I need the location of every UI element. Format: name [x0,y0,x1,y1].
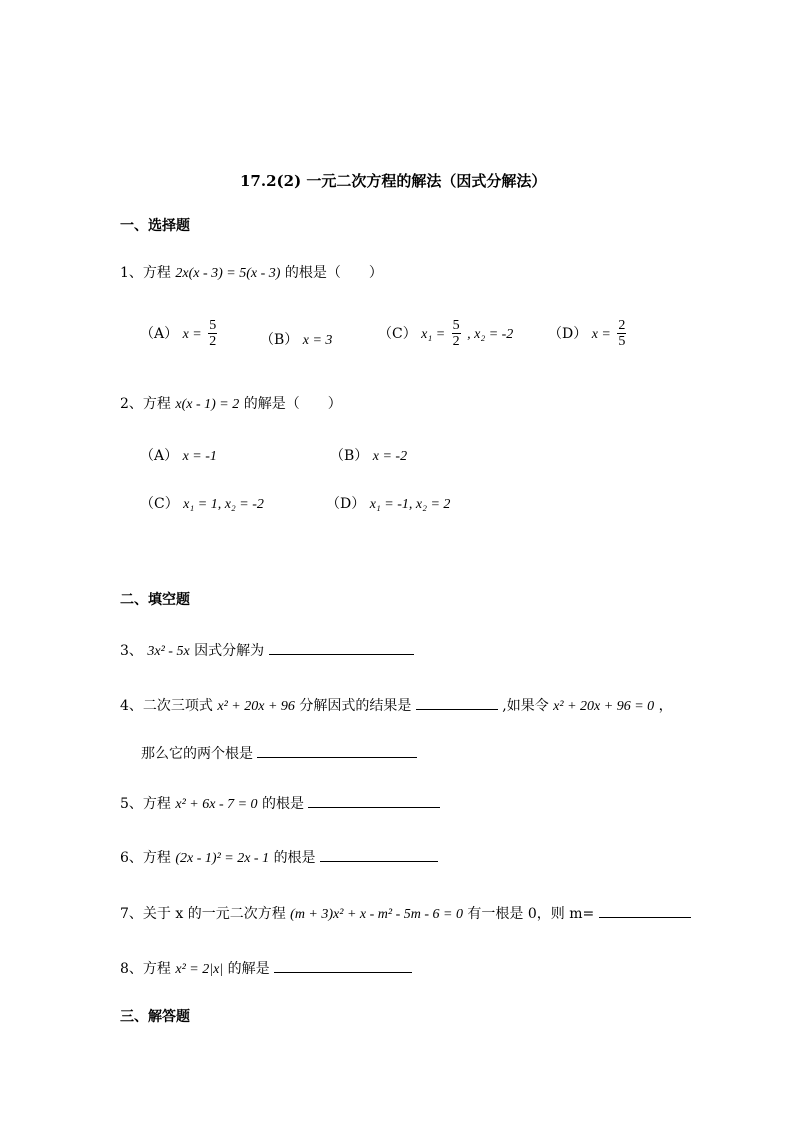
section-heading-fill: 二、填空题 [120,592,190,608]
question-7-prefix: 7、关于 x 的一元二次方程 [120,906,286,922]
option-equation: x = -2 [372,449,408,464]
fraction-numerator: 5 [452,318,460,333]
question-4 [120,695,673,715]
question-8-suffix: 的解是 [227,961,270,977]
answer-blank[interactable] [308,795,440,808]
option-equation: x = [591,326,611,342]
question-7-suffix: 有一根是 0，则 m= [467,906,595,922]
option-label: （C） [140,496,179,512]
question-7-equation: (m + 3)x² + x - m² - 5m - 6 = 0 [290,907,463,922]
fraction-denominator: 2 [209,334,217,350]
question-8 [120,958,412,978]
question-2-option-d[interactable] [326,493,450,513]
question-5-prefix: 5、方程 [120,796,171,812]
fraction-numerator: 5 [209,318,217,333]
fraction-denominator: 5 [618,334,626,350]
fraction [452,318,461,350]
option-equation: x₁ = 1, x₂ = -2 [183,497,264,512]
question-3-prefix: 3、 [120,643,143,659]
page-title: 17.2(2) 一元二次方程的解法（因式分解法） [240,172,547,190]
fraction-denominator: 2 [452,334,460,350]
answer-blank[interactable] [599,905,691,918]
question-1-option-d[interactable] [548,318,628,350]
option-label: （A） [140,325,179,342]
option-label: （D） [548,325,588,342]
question-6-suffix: 的根是 [273,850,316,866]
question-4-prefix: 4、二次三项式 [120,698,213,714]
question-8-equation: x² = 2|x| [175,962,224,977]
question-3-expression: 3x² - 5x [147,644,190,659]
answer-blank[interactable] [257,745,417,758]
question-1-prefix: 1、方程 [120,265,171,281]
question-7 [120,903,691,923]
question-5-suffix: 的根是 [262,796,305,812]
question-2-option-b[interactable] [330,445,407,465]
question-1 [120,262,383,282]
question-1-suffix: 的根是（ ） [284,265,383,281]
question-1-option-a[interactable] [140,318,219,350]
question-1-option-b[interactable] [260,329,332,349]
question-6-prefix: 6、方程 [120,850,171,866]
answer-blank[interactable] [416,697,498,710]
question-6 [120,847,438,867]
question-5 [120,793,440,813]
question-4-expression: x² + 20x + 96 [217,699,295,714]
question-4-end: ， [658,698,673,714]
question-2-equation: x(x - 1) = 2 [175,397,240,412]
question-4-text2: ,如果令 [502,698,549,714]
question-4-equation: x² + 20x + 96 = 0 [553,699,655,714]
option-label: （B） [260,332,299,348]
question-1-option-c[interactable] [378,318,513,350]
option-label: （D） [326,496,366,512]
question-4-line2 [141,743,417,763]
fraction [617,318,626,350]
question-2-suffix: 的解是（ ） [243,396,342,412]
fraction-numerator: 2 [618,318,626,333]
question-8-prefix: 8、方程 [120,961,171,977]
question-2-prefix: 2、方程 [120,396,171,412]
question-5-equation: x² + 6x - 7 = 0 [175,797,258,812]
option-equation: x = -1 [182,449,217,464]
answer-blank[interactable] [274,960,412,973]
option-label: （A） [140,448,179,464]
answer-blank[interactable] [320,849,438,862]
option-equation: x₁ = -1, x₂ = 2 [369,497,451,512]
option-label: （B） [330,448,369,464]
question-4-text: 分解因式的结果是 [299,698,412,714]
question-6-equation: (2x - 1)² = 2x - 1 [175,851,270,866]
question-2-option-a[interactable] [140,445,217,465]
option-equation-part2: , x₂ = -2 [467,326,514,342]
option-label: （C） [378,325,417,342]
option-equation: x = [182,326,202,342]
question-4-line2-text: 那么它的两个根是 [141,746,253,762]
fraction [208,318,217,350]
question-3 [120,640,414,660]
question-2-option-c[interactable] [140,493,264,513]
question-1-equation: 2x(x - 3) = 5(x - 3) [175,266,281,281]
section-heading-answer: 三、解答题 [120,1009,190,1025]
answer-blank[interactable] [269,642,414,655]
option-equation: x₁ = [421,326,446,342]
section-heading-choice: 一、选择题 [120,218,190,234]
question-2 [120,393,342,413]
question-3-suffix: 因式分解为 [194,643,265,659]
option-equation: x = 3 [302,333,333,348]
